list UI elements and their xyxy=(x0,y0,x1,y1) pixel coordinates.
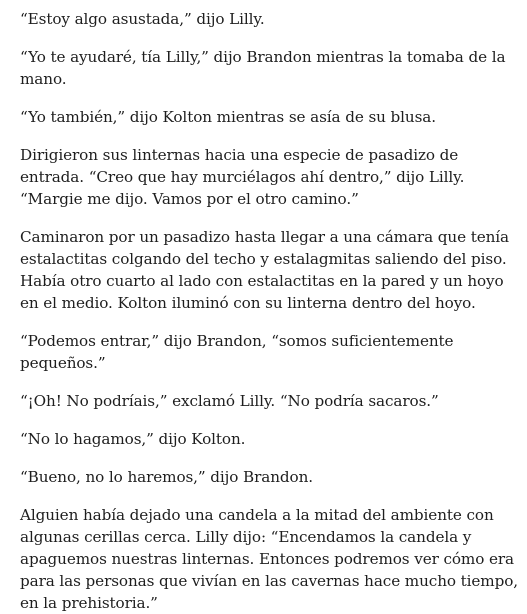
paragraph-6: “Podemos entrar,” dijo Brandon, “somos suficientemente pequeños.” xyxy=(20,332,454,372)
paragraph-10: Alguien había dejado una candela a la mitad del ambiente con algunas cerillas cerca. Lilly dijo: “Encendamos la candela y apaguemos nuestras linternas. Entonces podremos ver cómo era para las personas que vivían en las cavernas hace mucho tiempo, en la prehistoria.” xyxy=(20,506,518,612)
paragraph-5: Caminaron por un pasadizo hasta llegar a una cámara que tenía estalactitas colgando del techo y estalagmitas saliendo del piso. Había otro cuarto al lado con estalactitas en la pared y un hoyo en el medio. Kolton iluminó con su linterna dentro del hoyo. xyxy=(20,228,509,312)
paragraph-1: “Estoy algo asustada,” dijo Lilly. xyxy=(20,10,265,28)
paragraph-2: “Yo te ayudaré, tía Lilly,” dijo Brandon mientras la tomaba de la mano. xyxy=(20,48,506,88)
story-page xyxy=(20,8,520,614)
paragraph-9: “Bueno, no lo haremos,” dijo Brandon. xyxy=(20,468,313,486)
paragraph-3: “Yo también,” dijo Kolton mientras se asía de su blusa. xyxy=(20,108,436,126)
paragraph-4: Dirigieron sus linternas hacia una especie de pasadizo de entrada. “Creo que hay murciélagos ahí dentro,” dijo Lilly. “Margie me dijo. Vamos por el otro camino.” xyxy=(20,146,465,208)
paragraph-7: “¡Oh! No podríais,” exclamó Lilly. “No podría sacaros.” xyxy=(20,392,439,410)
paragraph-8: “No lo hagamos,” dijo Kolton. xyxy=(20,430,246,448)
